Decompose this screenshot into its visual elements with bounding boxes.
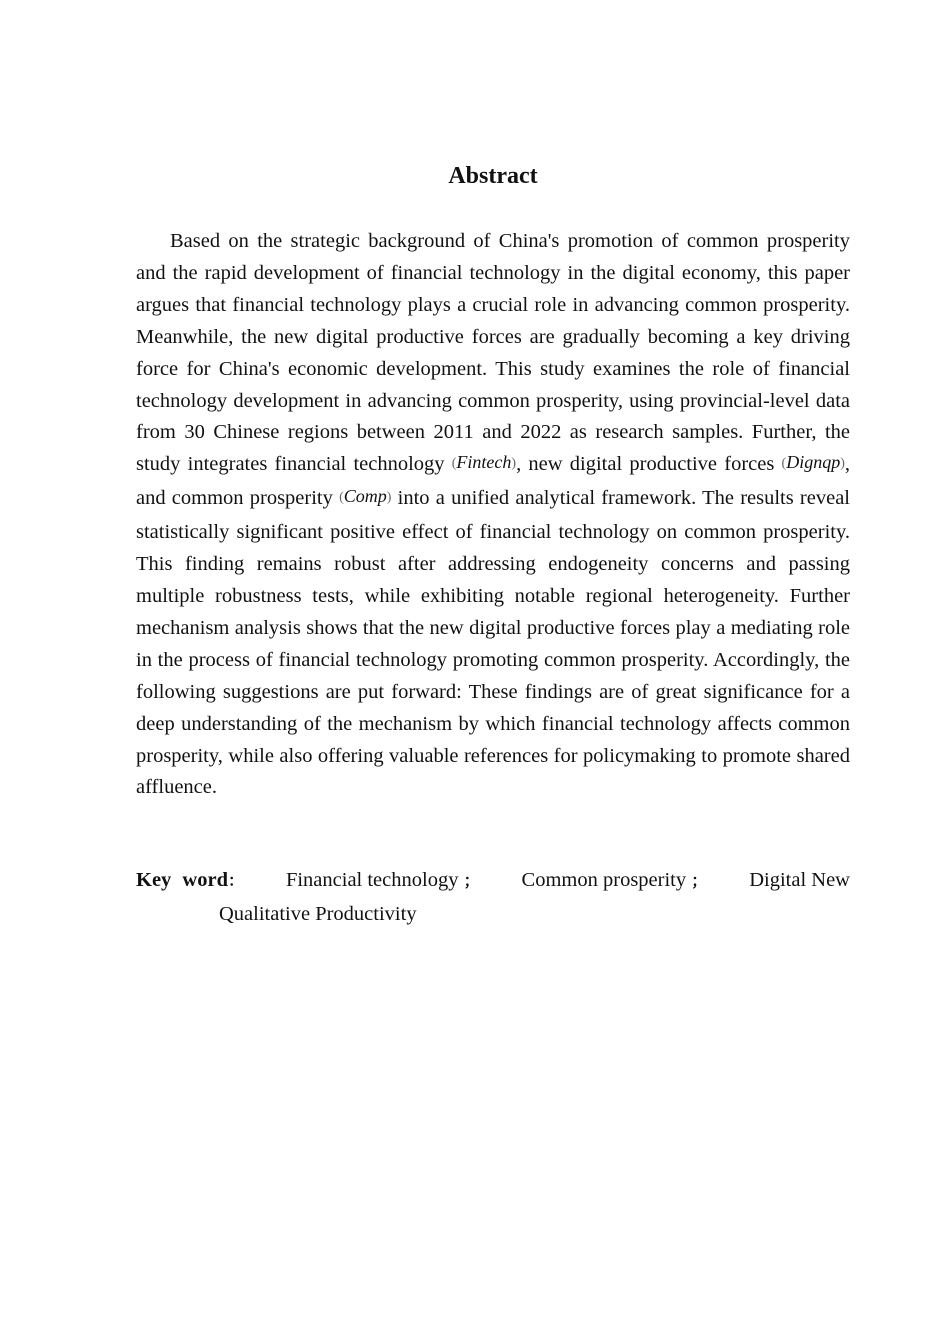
paren-close: ) bbox=[511, 456, 517, 472]
keyword-item: Digital New bbox=[749, 869, 850, 891]
abstract-text-2: , new digital productive forces bbox=[516, 453, 782, 476]
keywords-block bbox=[136, 864, 850, 930]
abstract-text-3: , and common prosperity bbox=[136, 453, 850, 510]
keywords-label: Key word bbox=[136, 869, 228, 891]
abstract-paragraph bbox=[136, 226, 850, 804]
keyword-separator: ； bbox=[691, 873, 708, 890]
paren-close: ) bbox=[386, 490, 392, 506]
keyword-item: Qualitative Productivity bbox=[219, 903, 417, 925]
keywords-line-1 bbox=[136, 864, 850, 898]
variable-fintech: Fintech bbox=[456, 452, 512, 473]
keywords-colon: ： bbox=[227, 873, 244, 890]
paren-open: ( bbox=[781, 456, 787, 472]
paren-close: ) bbox=[840, 456, 845, 472]
paren-open: ( bbox=[339, 490, 344, 506]
keyword-item: Common prosperity ； bbox=[521, 869, 708, 891]
abstract-title: Abstract bbox=[448, 163, 538, 189]
abstract-text-1: Based on the strategic background of China's promotion of common prosperity and the rapid development of financial technology in the digital economy, this paper argues that financial technology plays a crucial role in advancing common prosperity. Meanwhile, the new digital productive forces are gradually becoming a key driving force for China's economic development. This study examines the role of financial technology development in advancing common prosperity, using provincial-level data from 30 Chinese regions between 2011 and 2022 as research samples. Further, the study integrates financial technology bbox=[136, 230, 850, 476]
keyword-separator: ； bbox=[463, 873, 480, 890]
keywords-label-group bbox=[136, 864, 244, 898]
abstract-text-4: into a unified analytical framework. The results reveal statistically significant positive effect of financial technology on common prosperity. This finding remains robust after addressing endogeneity concerns and passing multiple robustness tests, while exhibiting notable regional heterogeneity. Further mechanism analysis shows that the new digital productive forces play a mediating role in the process of financial technology promoting common prosperity. Accordingly, the following suggestions are put forward: These findings are of great significance for a deep understanding of the mechanism by which financial technology affects common prosperity, while also offering valuable references for policymaking to promote shared affluence. bbox=[136, 487, 850, 799]
keywords-line-2 bbox=[136, 898, 850, 930]
keyword-item: Financial technology ； bbox=[285, 869, 480, 891]
paren-open: ( bbox=[451, 456, 457, 472]
variable-dignqp: Dignqp bbox=[786, 452, 841, 473]
variable-comp: Comp bbox=[343, 486, 387, 507]
